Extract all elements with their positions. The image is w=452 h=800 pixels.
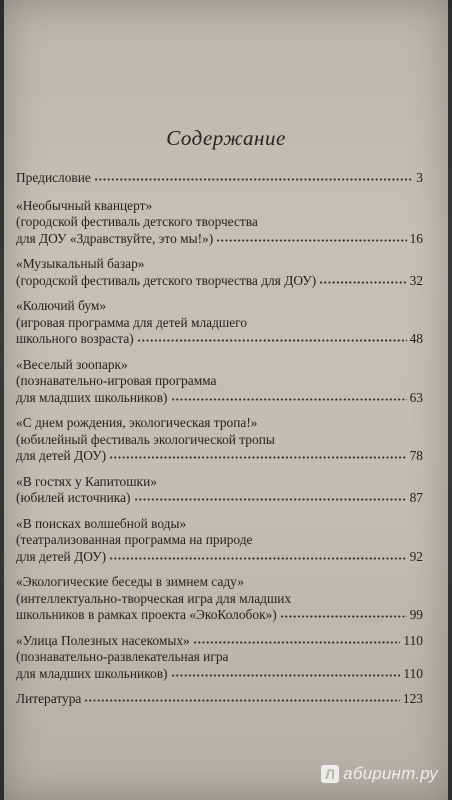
toc-entry-line xyxy=(16,490,423,507)
toc-entry-subtitle: (городской фестиваль детского творчества xyxy=(16,214,258,229)
toc-entry-title: «В поисках волшебной воды» xyxy=(16,515,187,531)
toc-entry xyxy=(16,474,423,507)
toc-entry xyxy=(16,633,423,683)
toc-page-number: 32 xyxy=(409,272,423,288)
toc-page-number: 123 xyxy=(402,691,423,706)
toc-page-number: 110 xyxy=(403,632,423,648)
toc-entry xyxy=(16,170,423,187)
toc-entry-line xyxy=(16,198,423,215)
toc-page-number: 63 xyxy=(409,389,423,405)
toc-entry-subtitle: (театрализованная программа на природе xyxy=(16,532,253,547)
toc-page-number: 92 xyxy=(409,548,423,564)
toc-page-number: 78 xyxy=(409,448,423,463)
dot-leader xyxy=(109,557,407,560)
toc-entry-subtitle: (юбилей источника) xyxy=(16,490,131,505)
toc-entry-title: «Необычный кванцерт» xyxy=(16,197,153,213)
toc-page-number: 3 xyxy=(416,170,423,185)
dot-leader xyxy=(193,641,401,644)
table-of-contents xyxy=(16,170,423,717)
toc-entry-line xyxy=(16,331,423,348)
toc-entry xyxy=(16,574,423,624)
toc-entry-title: «С днем рождения, экологическая тропа!» xyxy=(16,415,258,430)
toc-entry-line xyxy=(16,574,423,591)
book-page xyxy=(4,0,448,800)
toc-page-number: 87 xyxy=(409,490,423,505)
toc-entry-title: «Музыкальный базар» xyxy=(16,256,145,271)
toc-entry-line xyxy=(16,298,423,315)
dot-leader xyxy=(84,699,400,702)
dot-leader xyxy=(134,498,407,501)
toc-entry xyxy=(16,256,423,289)
toc-entry-title: «Колючий бум» xyxy=(16,298,107,313)
toc-entry-subtitle: для младших школьников) xyxy=(16,389,168,405)
toc-page-number: 99 xyxy=(409,607,423,622)
toc-entry-subtitle: школьного возраста) xyxy=(16,331,134,346)
dot-leader xyxy=(94,178,413,181)
toc-entry-line xyxy=(16,532,423,549)
toc-entry-subtitle: школьников в рамках проекта «ЭкоКолобок») xyxy=(16,607,277,622)
toc-page-number: 48 xyxy=(409,331,423,346)
toc-entry-line xyxy=(16,170,423,187)
toc-entry-line xyxy=(16,633,423,650)
watermark-text: абиринт.ру xyxy=(343,764,438,783)
toc-entry xyxy=(16,298,423,348)
toc-entry-line xyxy=(16,214,423,231)
toc-entry-title: «Улица Полезных насекомых» xyxy=(16,632,190,648)
toc-entry xyxy=(16,357,423,407)
toc-entry-line xyxy=(16,273,423,290)
toc-entry xyxy=(16,691,423,708)
toc-entry-line xyxy=(16,256,423,273)
toc-entry-subtitle: для детей ДОУ) xyxy=(16,548,107,564)
dot-leader xyxy=(109,456,407,459)
toc-entry-line xyxy=(16,315,423,332)
toc-entry-subtitle: (городской фестиваль детского творчества для ДОУ) xyxy=(16,272,317,288)
toc-entry-subtitle: для ДОУ «Здравствуйте, это мы!») xyxy=(16,230,214,246)
toc-entry-line xyxy=(16,448,423,465)
dot-leader xyxy=(171,398,407,401)
toc-entry-line xyxy=(16,607,423,624)
labirint-logo-icon: Л xyxy=(321,765,339,783)
toc-entry-subtitle: (игровая программа для детей младшего xyxy=(16,314,248,330)
dot-leader xyxy=(171,674,401,677)
toc-entry-title: Литература xyxy=(16,691,82,706)
toc-entry-line xyxy=(16,691,423,708)
toc-entry-line xyxy=(16,549,423,566)
toc-entry-line xyxy=(16,474,423,491)
toc-page-number: 16 xyxy=(409,230,423,246)
toc-entry-subtitle: для детей ДОУ) xyxy=(16,448,107,463)
dot-leader xyxy=(216,239,406,242)
toc-entry-subtitle: (юбилейный фестиваль экологической тропы xyxy=(16,431,275,447)
watermark xyxy=(321,764,438,784)
page-title: Содержание xyxy=(166,126,286,150)
toc-entry-line xyxy=(16,390,423,407)
toc-entry-subtitle: (познавательно-развлекательная игра xyxy=(16,649,229,664)
toc-entry-title: Предисловие xyxy=(16,170,91,185)
toc-entry xyxy=(16,415,423,465)
toc-entry-line xyxy=(16,373,423,390)
toc-entry-subtitle: для младших школьников) xyxy=(16,665,168,681)
toc-entry-title: «Экологические беседы в зимнем саду» xyxy=(16,574,244,589)
toc-entry-title: «Веселый зоопарк» xyxy=(16,356,128,372)
dot-leader xyxy=(137,339,407,342)
toc-entry-subtitle: (познавательно-игровая программа xyxy=(16,373,217,388)
toc-entry xyxy=(16,198,423,248)
toc-entry-title: «В гостях у Капитошки» xyxy=(16,473,157,489)
toc-entry-line xyxy=(16,649,423,666)
toc-entry-line xyxy=(16,357,423,374)
toc-entry xyxy=(16,516,423,566)
toc-entry-line xyxy=(16,591,423,608)
toc-entry-line xyxy=(16,432,423,449)
dot-leader xyxy=(319,281,406,284)
toc-entry-line xyxy=(16,516,423,533)
toc-entry-subtitle: (интеллектуально-творческая игра для младших xyxy=(16,590,292,606)
toc-entry-line xyxy=(16,415,423,432)
toc-entry-line xyxy=(16,666,423,683)
toc-page-number: 110 xyxy=(403,665,423,681)
dot-leader xyxy=(280,615,407,618)
toc-entry-line xyxy=(16,231,423,248)
